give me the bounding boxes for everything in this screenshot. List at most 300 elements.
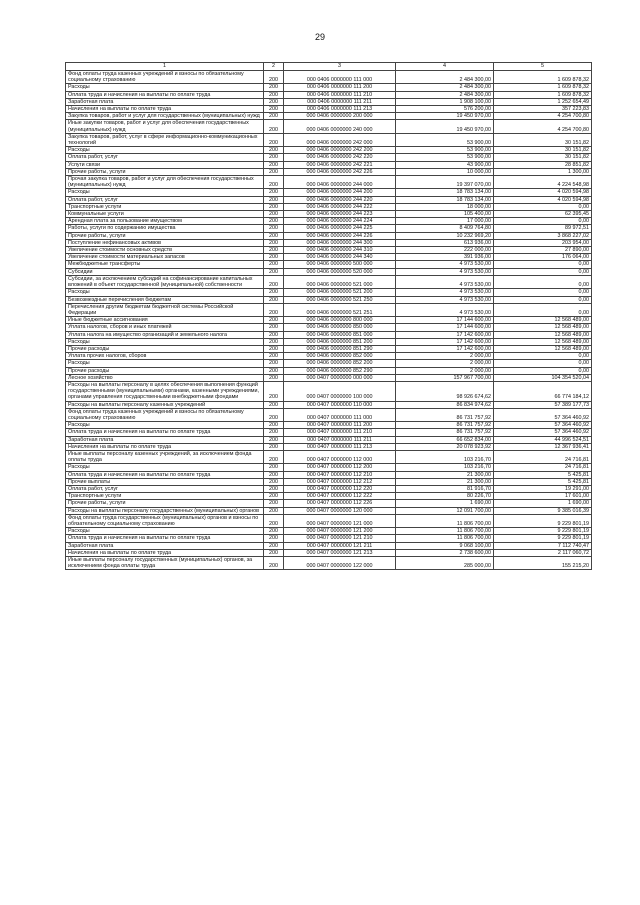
row-budget-code: 000 0406 0000000 244 300 — [284, 239, 396, 246]
row-description: Прочие расходы — [66, 345, 264, 352]
row-line-code: 200 — [264, 133, 284, 146]
row-approved-amount: 17 142 600,00 — [396, 345, 494, 352]
row-budget-code: 000 0406 0000000 242 221 — [284, 161, 396, 168]
row-budget-code: 000 0407 0000000 000 000 — [284, 374, 396, 381]
row-line-code: 200 — [264, 464, 284, 471]
row-line-code: 200 — [264, 535, 284, 542]
table-row — [66, 71, 592, 84]
row-budget-code: 000 0406 0000000 852 200 — [284, 360, 396, 367]
row-executed-amount: 30 151,82 — [494, 147, 592, 154]
row-approved-amount: 4 973 530,00 — [396, 275, 494, 288]
row-approved-amount: 4 973 530,00 — [396, 303, 494, 316]
row-executed-amount: 30 151,82 — [494, 133, 592, 146]
row-budget-code: 000 0407 0000000 111 200 — [284, 422, 396, 429]
table-row — [66, 154, 592, 161]
row-executed-amount: 12 367 936,41 — [494, 443, 592, 450]
row-approved-amount: 53 900,00 — [396, 147, 494, 154]
row-executed-amount: 12 568 489,00 — [494, 331, 592, 338]
row-line-code: 200 — [264, 493, 284, 500]
row-budget-code: 000 0407 0000000 112 212 — [284, 478, 396, 485]
row-executed-amount: 57 364 460,92 — [494, 422, 592, 429]
row-executed-amount: 4 020 594,98 — [494, 189, 592, 196]
row-approved-amount: 18 000,00 — [396, 203, 494, 210]
row-budget-code: 000 0406 0000000 111 210 — [284, 91, 396, 98]
row-executed-amount: 104 354 520,04 — [494, 374, 592, 381]
row-budget-code: 000 0407 0000000 112 210 — [284, 471, 396, 478]
row-budget-code: 000 0406 0000000 852 000 — [284, 353, 396, 360]
row-executed-amount: 9 229 801,19 — [494, 535, 592, 542]
row-approved-amount: 4 973 530,00 — [396, 268, 494, 275]
row-executed-amount: 0,00 — [494, 296, 592, 303]
row-description: Расходы — [66, 422, 264, 429]
table-row — [66, 239, 592, 246]
row-approved-amount: 1 908 100,00 — [396, 98, 494, 105]
row-line-code: 200 — [264, 268, 284, 275]
row-budget-code: 000 0406 0000000 244 225 — [284, 225, 396, 232]
table-row — [66, 429, 592, 436]
row-executed-amount: 57 389 177,73 — [494, 401, 592, 408]
row-executed-amount: 176 064,00 — [494, 254, 592, 261]
row-budget-code: 000 0406 0000000 242 226 — [284, 168, 396, 175]
row-line-code: 200 — [264, 381, 284, 401]
row-approved-amount: 285 000,00 — [396, 557, 494, 570]
table-row — [66, 443, 592, 450]
table-row — [66, 331, 592, 338]
row-budget-code: 000 0407 0000000 112 222 — [284, 493, 396, 500]
row-description: Расходы на выплаты персоналу государственных (муниципальных) органов — [66, 507, 264, 514]
row-budget-code: 000 0406 0000000 242 000 — [284, 133, 396, 146]
page-number: 29 — [314, 32, 325, 42]
row-budget-code: 000 0406 0000000 800 000 — [284, 317, 396, 324]
row-description: Межбюджетные трансферты — [66, 261, 264, 268]
row-approved-amount: 66 652 834,00 — [396, 436, 494, 443]
row-line-code: 200 — [264, 168, 284, 175]
row-approved-amount: 17 144 600,00 — [396, 317, 494, 324]
row-executed-amount: 9 385 016,39 — [494, 507, 592, 514]
row-budget-code: 000 0406 0000000 851 200 — [284, 338, 396, 345]
row-budget-code: 000 0406 0000000 111 000 — [284, 71, 396, 84]
row-approved-amount: 9 068 100,00 — [396, 542, 494, 549]
row-budget-code: 000 0406 0000000 111 213 — [284, 106, 396, 113]
row-line-code: 200 — [264, 528, 284, 535]
table-row — [66, 507, 592, 514]
budget-execution-table — [65, 62, 592, 570]
row-budget-code: 000 0407 0000000 121 200 — [284, 528, 396, 535]
row-line-code: 200 — [264, 317, 284, 324]
row-description: Прочие работы, услуги — [66, 168, 264, 175]
row-executed-amount: 24 716,81 — [494, 450, 592, 463]
table-row — [66, 98, 592, 105]
row-executed-amount: 1 300,00 — [494, 168, 592, 175]
row-line-code: 200 — [264, 360, 284, 367]
table-row — [66, 168, 592, 175]
column-header-2: 2 — [264, 63, 284, 71]
table-row — [66, 113, 592, 120]
row-description: Начисления на выплаты по оплате труда — [66, 106, 264, 113]
row-description: Заработная плата — [66, 542, 264, 549]
row-budget-code: 000 0406 0000000 242 220 — [284, 154, 396, 161]
table-row — [66, 345, 592, 352]
row-approved-amount: 43 900,00 — [396, 161, 494, 168]
row-description: Закупка товаров, работ, услуг в сфере информационно-коммуникационных технологий — [66, 133, 264, 146]
row-description: Начисления на выплаты по оплате труда — [66, 549, 264, 556]
row-approved-amount: 576 200,00 — [396, 106, 494, 113]
row-budget-code: 000 0406 0000000 244 224 — [284, 218, 396, 225]
row-description: Расходы на выплаты персоналу в целях обеспечения выполнения функций государственными (муниципальными) органами, казенными учреждениями, органами управления государственными внебюджетными фондами — [66, 381, 264, 401]
row-budget-code: 000 0407 0000000 112 200 — [284, 464, 396, 471]
row-executed-amount: 5 425,81 — [494, 478, 592, 485]
row-budget-code: 000 0406 0000000 851 290 — [284, 345, 396, 352]
row-executed-amount: 24 716,81 — [494, 464, 592, 471]
row-approved-amount: 19 450 970,00 — [396, 120, 494, 133]
table-row — [66, 422, 592, 429]
row-description: Расходы — [66, 360, 264, 367]
row-approved-amount: 2 000,00 — [396, 353, 494, 360]
row-approved-amount: 17 142 600,00 — [396, 331, 494, 338]
row-approved-amount: 86 731 757,92 — [396, 408, 494, 421]
row-executed-amount: 9 229 801,19 — [494, 528, 592, 535]
row-description: Иные выплаты персоналу государственных (муниципальных) органов, за исключением фонда оплаты труда — [66, 557, 264, 570]
row-line-code: 200 — [264, 189, 284, 196]
row-description: Поступление нефинансовых активов — [66, 239, 264, 246]
row-approved-amount: 10 232 969,20 — [396, 232, 494, 239]
row-line-code: 200 — [264, 500, 284, 507]
row-budget-code: 000 0406 0000000 244 200 — [284, 189, 396, 196]
row-budget-code: 000 0406 0000000 244 000 — [284, 176, 396, 189]
row-executed-amount: 155 215,20 — [494, 557, 592, 570]
row-line-code: 200 — [264, 225, 284, 232]
row-approved-amount: 53 900,00 — [396, 154, 494, 161]
row-approved-amount: 391 936,00 — [396, 254, 494, 261]
row-approved-amount: 2 484 300,00 — [396, 84, 494, 91]
row-executed-amount: 0,00 — [494, 268, 592, 275]
row-description: Расходы — [66, 289, 264, 296]
row-executed-amount: 203 954,00 — [494, 239, 592, 246]
table-row — [66, 485, 592, 492]
row-line-code: 200 — [264, 374, 284, 381]
row-executed-amount: 4 020 594,98 — [494, 196, 592, 203]
row-line-code: 200 — [264, 289, 284, 296]
row-executed-amount: 357 223,83 — [494, 106, 592, 113]
row-executed-amount: 9 229 801,19 — [494, 514, 592, 527]
table-row — [66, 535, 592, 542]
row-executed-amount: 4 254 700,80 — [494, 113, 592, 120]
row-executed-amount: 57 364 460,92 — [494, 429, 592, 436]
table-row — [66, 91, 592, 98]
row-line-code: 200 — [264, 331, 284, 338]
row-description: Расходы — [66, 338, 264, 345]
row-executed-amount: 0,00 — [494, 289, 592, 296]
table-row — [66, 296, 592, 303]
row-line-code: 200 — [264, 514, 284, 527]
row-budget-code: 000 0407 0000000 111 210 — [284, 429, 396, 436]
table-row — [66, 261, 592, 268]
row-budget-code: 000 0406 0000000 244 340 — [284, 254, 396, 261]
row-approved-amount: 8 409 764,80 — [396, 225, 494, 232]
column-header-1: 1 — [66, 63, 264, 71]
table-header-row — [66, 63, 592, 71]
row-line-code: 200 — [264, 338, 284, 345]
column-header-4: 4 — [396, 63, 494, 71]
row-line-code: 200 — [264, 218, 284, 225]
row-executed-amount: 12 568 489,00 — [494, 324, 592, 331]
table-row — [66, 106, 592, 113]
row-description: Уплата прочих налогов, сборов — [66, 353, 264, 360]
row-line-code: 200 — [264, 203, 284, 210]
row-line-code: 200 — [264, 254, 284, 261]
table-row — [66, 401, 592, 408]
row-line-code: 200 — [264, 549, 284, 556]
table-row — [66, 254, 592, 261]
row-executed-amount: 7 112 740,47 — [494, 542, 592, 549]
row-line-code: 200 — [264, 422, 284, 429]
row-approved-amount: 18 783 134,00 — [396, 196, 494, 203]
row-executed-amount: 1 609 878,32 — [494, 84, 592, 91]
row-budget-code: 000 0406 0000000 244 222 — [284, 203, 396, 210]
row-executed-amount: 1 609 878,32 — [494, 71, 592, 84]
table-row — [66, 542, 592, 549]
row-approved-amount: 19 397 070,00 — [396, 176, 494, 189]
row-line-code: 200 — [264, 478, 284, 485]
row-description: Лесное хозяйство — [66, 374, 264, 381]
row-description: Расходы — [66, 464, 264, 471]
row-description: Оплата труда и начисления на выплаты по оплате труда — [66, 91, 264, 98]
table-row — [66, 84, 592, 91]
row-executed-amount: 4 224 548,98 — [494, 176, 592, 189]
row-approved-amount: 17 000,00 — [396, 218, 494, 225]
row-description: Услуги связи — [66, 161, 264, 168]
row-line-code: 200 — [264, 408, 284, 421]
row-line-code: 200 — [264, 113, 284, 120]
table-row — [66, 464, 592, 471]
row-description: Уплата налогов, сборов и иных платежей — [66, 324, 264, 331]
row-description: Арендная плата за пользование имуществом — [66, 218, 264, 225]
row-budget-code: 000 0406 0000000 111 211 — [284, 98, 396, 105]
row-approved-amount: 1 690,00 — [396, 500, 494, 507]
row-line-code: 200 — [264, 91, 284, 98]
table-row — [66, 353, 592, 360]
row-budget-code: 000 0406 0000000 521 251 — [284, 303, 396, 316]
row-approved-amount: 4 973 530,00 — [396, 289, 494, 296]
row-description: Заработная плата — [66, 98, 264, 105]
row-description: Перечисления другим бюджетам бюджетной системы Российской Федерации — [66, 303, 264, 316]
row-description: Оплата работ, услуг — [66, 154, 264, 161]
table-row — [66, 317, 592, 324]
row-approved-amount: 20 078 923,92 — [396, 443, 494, 450]
row-approved-amount: 17 142 600,00 — [396, 338, 494, 345]
row-executed-amount: 1 609 878,32 — [494, 91, 592, 98]
row-line-code: 200 — [264, 147, 284, 154]
row-budget-code: 000 0407 0000000 121 000 — [284, 514, 396, 527]
table-row — [66, 360, 592, 367]
table-row — [66, 189, 592, 196]
row-approved-amount: 613 936,00 — [396, 239, 494, 246]
table-row — [66, 367, 592, 374]
row-line-code: 200 — [264, 275, 284, 288]
column-header-3: 3 — [284, 63, 396, 71]
row-budget-code: 000 0406 0000000 242 200 — [284, 147, 396, 154]
table-row — [66, 289, 592, 296]
row-approved-amount: 103 216,70 — [396, 464, 494, 471]
row-approved-amount: 103 216,70 — [396, 450, 494, 463]
row-approved-amount: 19 450 970,00 — [396, 113, 494, 120]
table-row — [66, 303, 592, 316]
row-description: Фонд оплаты труда казенных учреждений и взносы по обязательному социальному страхованию — [66, 71, 264, 84]
row-approved-amount: 2 738 600,00 — [396, 549, 494, 556]
row-line-code: 200 — [264, 239, 284, 246]
table-row — [66, 324, 592, 331]
row-description: Фонд оплаты труда казенных учреждений и взносы по обязательному социальному страхованию — [66, 408, 264, 421]
row-approved-amount: 2 000,00 — [396, 360, 494, 367]
row-approved-amount: 2 484 300,00 — [396, 71, 494, 84]
table-row — [66, 478, 592, 485]
row-budget-code: 000 0406 0000000 850 000 — [284, 324, 396, 331]
row-line-code: 200 — [264, 507, 284, 514]
row-line-code: 200 — [264, 247, 284, 254]
table-body — [66, 71, 592, 570]
row-description: Оплата работ, услуг — [66, 485, 264, 492]
row-description: Иные закупки товаров, работ и услуг для обеспечения государственных (муниципальных) нужд — [66, 120, 264, 133]
row-executed-amount: 0,00 — [494, 218, 592, 225]
table-row — [66, 161, 592, 168]
row-executed-amount: 1 252 654,49 — [494, 98, 592, 105]
row-budget-code: 000 0407 0000000 100 000 — [284, 381, 396, 401]
row-executed-amount: 4 254 700,80 — [494, 120, 592, 133]
row-executed-amount: 28 851,82 — [494, 161, 592, 168]
row-line-code: 200 — [264, 324, 284, 331]
row-description: Расходы на выплаты персоналу казенных учреждений — [66, 401, 264, 408]
row-approved-amount: 157 967 700,00 — [396, 374, 494, 381]
table-row — [66, 436, 592, 443]
row-budget-code: 000 0406 0000000 521 250 — [284, 296, 396, 303]
row-description: Транспортные услуги — [66, 203, 264, 210]
row-approved-amount: 81 916,70 — [396, 485, 494, 492]
row-executed-amount: 12 568 489,00 — [494, 317, 592, 324]
row-budget-code: 000 0407 0000000 112 226 — [284, 500, 396, 507]
row-line-code: 200 — [264, 154, 284, 161]
row-budget-code: 000 0407 0000000 111 000 — [284, 408, 396, 421]
row-budget-code: 000 0407 0000000 122 000 — [284, 557, 396, 570]
row-budget-code: 000 0406 0000000 244 226 — [284, 232, 396, 239]
table-row — [66, 275, 592, 288]
row-executed-amount: 1 690,00 — [494, 500, 592, 507]
row-budget-code: 000 0407 0000000 121 213 — [284, 549, 396, 556]
row-description: Прочие расходы — [66, 367, 264, 374]
row-line-code: 200 — [264, 345, 284, 352]
row-approved-amount: 21 300,00 — [396, 471, 494, 478]
row-description: Субсидии — [66, 268, 264, 275]
row-executed-amount: 2 117 060,72 — [494, 549, 592, 556]
row-description: Прочие работы, услуги — [66, 232, 264, 239]
table-row — [66, 196, 592, 203]
row-executed-amount: 12 568 489,00 — [494, 338, 592, 345]
row-approved-amount: 21 300,00 — [396, 478, 494, 485]
row-approved-amount: 4 973 530,00 — [396, 261, 494, 268]
row-executed-amount: 17 601,00 — [494, 493, 592, 500]
row-description: Транспортные услуги — [66, 493, 264, 500]
row-executed-amount: 3 868 227,02 — [494, 232, 592, 239]
table-row — [66, 247, 592, 254]
row-approved-amount: 18 783 134,00 — [396, 189, 494, 196]
row-budget-code: 000 0406 0000000 851 000 — [284, 331, 396, 338]
row-description: Иные выплаты персоналу казенных учреждений, за исключением фонда оплаты труда — [66, 450, 264, 463]
table-row — [66, 450, 592, 463]
row-description: Расходы — [66, 189, 264, 196]
row-budget-code: 000 0406 0000000 244 223 — [284, 211, 396, 218]
table-row — [66, 211, 592, 218]
row-line-code: 200 — [264, 261, 284, 268]
row-description: Расходы — [66, 528, 264, 535]
row-approved-amount: 222 000,00 — [396, 247, 494, 254]
row-executed-amount: 12 568 489,00 — [494, 345, 592, 352]
row-executed-amount: 30 151,82 — [494, 154, 592, 161]
table-row — [66, 557, 592, 570]
row-executed-amount: 0,00 — [494, 360, 592, 367]
row-line-code: 200 — [264, 353, 284, 360]
row-description: Заработная плата — [66, 436, 264, 443]
row-approved-amount: 10 000,00 — [396, 168, 494, 175]
row-approved-amount: 11 806 700,00 — [396, 514, 494, 527]
row-budget-code: 000 0406 0000000 852 290 — [284, 367, 396, 374]
row-budget-code: 000 0406 0000000 520 000 — [284, 268, 396, 275]
row-budget-code: 000 0407 0000000 112 220 — [284, 485, 396, 492]
row-approved-amount: 98 926 674,62 — [396, 381, 494, 401]
row-description: Начисления на выплаты по оплате труда — [66, 443, 264, 450]
row-description: Безвозмездные перечисления бюджетам — [66, 296, 264, 303]
row-line-code: 200 — [264, 450, 284, 463]
row-executed-amount: 57 364 460,92 — [494, 408, 592, 421]
row-line-code: 200 — [264, 429, 284, 436]
row-description: Работы, услуги по содержанию имущества — [66, 225, 264, 232]
column-header-5: 5 — [494, 63, 592, 71]
row-description: Уплата налога на имущество организаций и земельного налога — [66, 331, 264, 338]
row-line-code: 200 — [264, 106, 284, 113]
row-line-code: 200 — [264, 542, 284, 549]
row-line-code: 200 — [264, 401, 284, 408]
table-row — [66, 176, 592, 189]
row-description: Коммунальные услуги — [66, 211, 264, 218]
row-approved-amount: 11 806 700,00 — [396, 535, 494, 542]
row-line-code: 200 — [264, 443, 284, 450]
row-executed-amount: 5 425,81 — [494, 471, 592, 478]
row-description: Оплата работ, услуг — [66, 196, 264, 203]
row-budget-code: 000 0406 0000000 111 200 — [284, 84, 396, 91]
row-description: Прочая закупка товаров, работ и услуг для обеспечения государственных (муниципальных) нужд — [66, 176, 264, 189]
table-row — [66, 218, 592, 225]
row-description: Закупка товаров, работ и услуг для государственных (муниципальных) нужд — [66, 113, 264, 120]
row-approved-amount: 80 226,70 — [396, 493, 494, 500]
row-line-code: 200 — [264, 367, 284, 374]
table-row — [66, 471, 592, 478]
table-row — [66, 408, 592, 421]
row-budget-code: 000 0407 0000000 111 213 — [284, 443, 396, 450]
table-row — [66, 514, 592, 527]
row-budget-code: 000 0406 0000000 244 220 — [284, 196, 396, 203]
row-budget-code: 000 0407 0000000 120 000 — [284, 507, 396, 514]
row-line-code: 200 — [264, 303, 284, 316]
table-row — [66, 528, 592, 535]
row-executed-amount: 0,00 — [494, 303, 592, 316]
table-row — [66, 225, 592, 232]
row-description: Оплата труда и начисления на выплаты по оплате труда — [66, 429, 264, 436]
table-row — [66, 549, 592, 556]
row-description: Фонд оплаты труда государственных (муниципальных) органов и взносы по обязательному социальному страхованию — [66, 514, 264, 527]
row-executed-amount: 62 395,45 — [494, 211, 592, 218]
row-description: Расходы — [66, 84, 264, 91]
row-approved-amount: 17 144 600,00 — [396, 324, 494, 331]
row-executed-amount: 27 890,00 — [494, 247, 592, 254]
row-description: Расходы — [66, 147, 264, 154]
